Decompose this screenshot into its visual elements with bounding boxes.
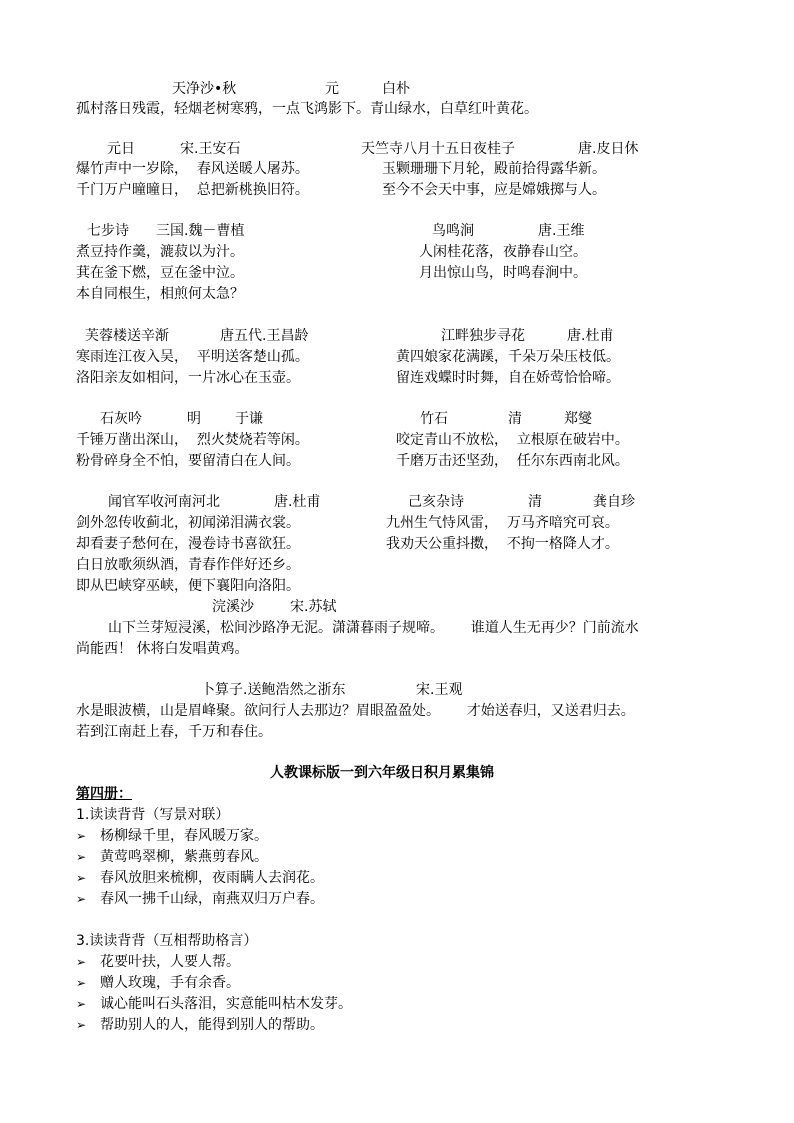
list-item: ➢ 诚心能叫石头落泪，实意能叫枯木发芽。 [76,996,352,1012]
poem-author: 宋.苏轼 [290,599,337,615]
poem-line: 至今不会天中事，应是嫦娥掷与人。 [382,182,606,198]
poem-title: 鸟鸣涧 [432,223,474,239]
poem-line: 本自同根生，相煎何太急？ [76,286,244,302]
list-item: ➢ 黄莺鸣翠柳，紫燕剪春风。 [76,849,268,865]
poem-line: 剑外忽传收蓟北，初闻涕泪满衣裳。 [76,515,300,531]
poem-author: 唐.王维 [538,223,585,239]
poem-dynasty: 清 [528,494,542,510]
volume-heading: 第四册： [76,786,132,802]
poem-title: 天竺寺八月十五日夜桂子 [361,141,515,157]
arrow-bullet-icon: ➢ [76,871,87,885]
poem-line: 煮豆持作羹，漉菽以为汁。 [76,244,244,260]
poem-line: 却看妻子愁何在，漫卷诗书喜欲狂。 [76,536,300,552]
arrow-bullet-icon: ➢ [76,829,87,843]
arrow-bullet-icon: ➢ [76,850,87,864]
poem-line: 爆竹声中一岁除， 春风送暖人屠苏。 [76,161,309,177]
poem-line: 留连戏蝶时时舞，自在娇莺恰恰啼。 [396,370,620,386]
poem-line: 白日放歌须纵酒，青春作伴好还乡。 [76,557,300,573]
poem-line: 千磨万击还坚劲， 任尔东西南北风。 [396,453,629,469]
poem-title: 竹石 [420,411,448,427]
poem-author: 唐五代.王昌龄 [220,328,309,344]
poem-line: 千门万户曈曈日， 总把新桃换旧符。 [76,182,309,198]
poem-line: 萁在釜下燃，豆在釜中泣。 [76,265,244,281]
poem-title: 卜算子.送鲍浩然之浙东 [201,682,346,698]
poem-line: 月出惊山鸟，时鸣春涧中。 [419,265,587,281]
part-title: 3.读读背背（互相帮助格言） [76,933,258,949]
poem-line: 洛阳亲友如相问，一片冰心在玉壶。 [76,370,300,386]
section-heading: 人教课标版一到六年级日积月累集锦 [270,765,494,781]
poem-line: 我劝天公重抖擞， 不拘一格降人才。 [386,536,619,552]
poem-dynasty: 清 [508,411,522,427]
poem-line: 粉骨碎身全不怕，要留清白在人间。 [76,453,300,469]
poem-author: 唐.杜甫 [274,494,321,510]
poem-line: 即从巴峡穿巫峡，便下襄阳向洛阳。 [76,578,300,594]
poem-title: 闻官军收河南河北 [108,494,220,510]
arrow-bullet-icon: ➢ [76,997,87,1011]
poem-line: 咬定青山不放松， 立根原在破岩中。 [396,432,629,448]
poem-author: 唐.皮日休 [578,141,639,157]
list-item: ➢ 赠人玫瑰，手有余香。 [76,975,240,991]
poem-author: 龚自珍 [593,494,635,510]
list-item: ➢ 杨柳绿千里，春风暖万家。 [76,828,268,844]
poem-title: 天净沙•秋 [172,81,237,97]
poem-line: 人闲桂花落，夜静春山空。 [419,244,587,260]
arrow-bullet-icon: ➢ [76,955,87,969]
list-item: ➢ 花要叶扶，人要人帮。 [76,954,240,970]
poem-author: 郑燮 [564,411,592,427]
arrow-bullet-icon: ➢ [76,892,87,906]
poem-line: 水是眼波横，山是眉峰聚。欲问行人去那边？眉眼盈盈处。 才始送春归，又送君归去。 [76,703,635,719]
part-title: 1.读读背背（写景对联） [76,807,230,823]
poem-title: 元日 [107,141,135,157]
poem-author: 宋.王观 [416,682,463,698]
poem-title: 浣溪沙 [212,599,254,615]
poem-line: 若到江南赶上春，千万和春住。 [76,724,272,740]
poem-line: 孤村落日残霞，轻烟老树寒鸦，一点飞鸿影下。青山绿水，白草红叶黄花。 [76,101,538,117]
list-item: ➢ 帮助别人的人，能得到别人的帮助。 [76,1017,324,1033]
poem-line: 玉颗珊珊下月轮，殿前拾得露华新。 [382,161,606,177]
poem-dynasty: 明 [187,411,201,427]
poem-title: 七步诗 [87,223,129,239]
arrow-bullet-icon: ➢ [76,1018,87,1032]
poem-author: 宋.王安石 [180,141,241,157]
poem-author: 白朴 [382,81,410,97]
poem-author: 唐.杜甫 [567,328,614,344]
poem-line: 尚能西！ 休将白发唱黄鸡。 [76,641,249,657]
poem-author: 三国.魏－曹植 [156,223,245,239]
arrow-bullet-icon: ➢ [76,976,87,990]
poem-title: 芙蓉楼送辛渐 [85,328,169,344]
poem-line: 寒雨连江夜入吴， 平明送客楚山孤。 [76,349,309,365]
poem-dynasty: 元 [325,81,339,97]
list-item: ➢ 春风一拂千山绿，南燕双归万户春。 [76,891,324,907]
poem-title: 石灰吟 [100,411,142,427]
poem-line: 千锤万凿出深山， 烈火焚烧若等闲。 [76,432,309,448]
poem-author: 于谦 [235,411,263,427]
list-item: ➢ 春风放胆来梳柳，夜雨瞒人去润花。 [76,870,324,886]
poem-line: 九州生气恃风雷， 万马齐喑究可哀。 [386,515,619,531]
poem-title: 江畔独步寻花 [441,328,525,344]
poem-line: 山下兰芽短浸溪，松间沙路净无泥。潇潇暮雨子规啼。 谁道人生无再少？门前流水 [108,620,639,636]
poem-line: 黄四娘家花满蹊，千朵万朵压枝低。 [396,349,620,365]
poem-title: 己亥杂诗 [408,494,464,510]
